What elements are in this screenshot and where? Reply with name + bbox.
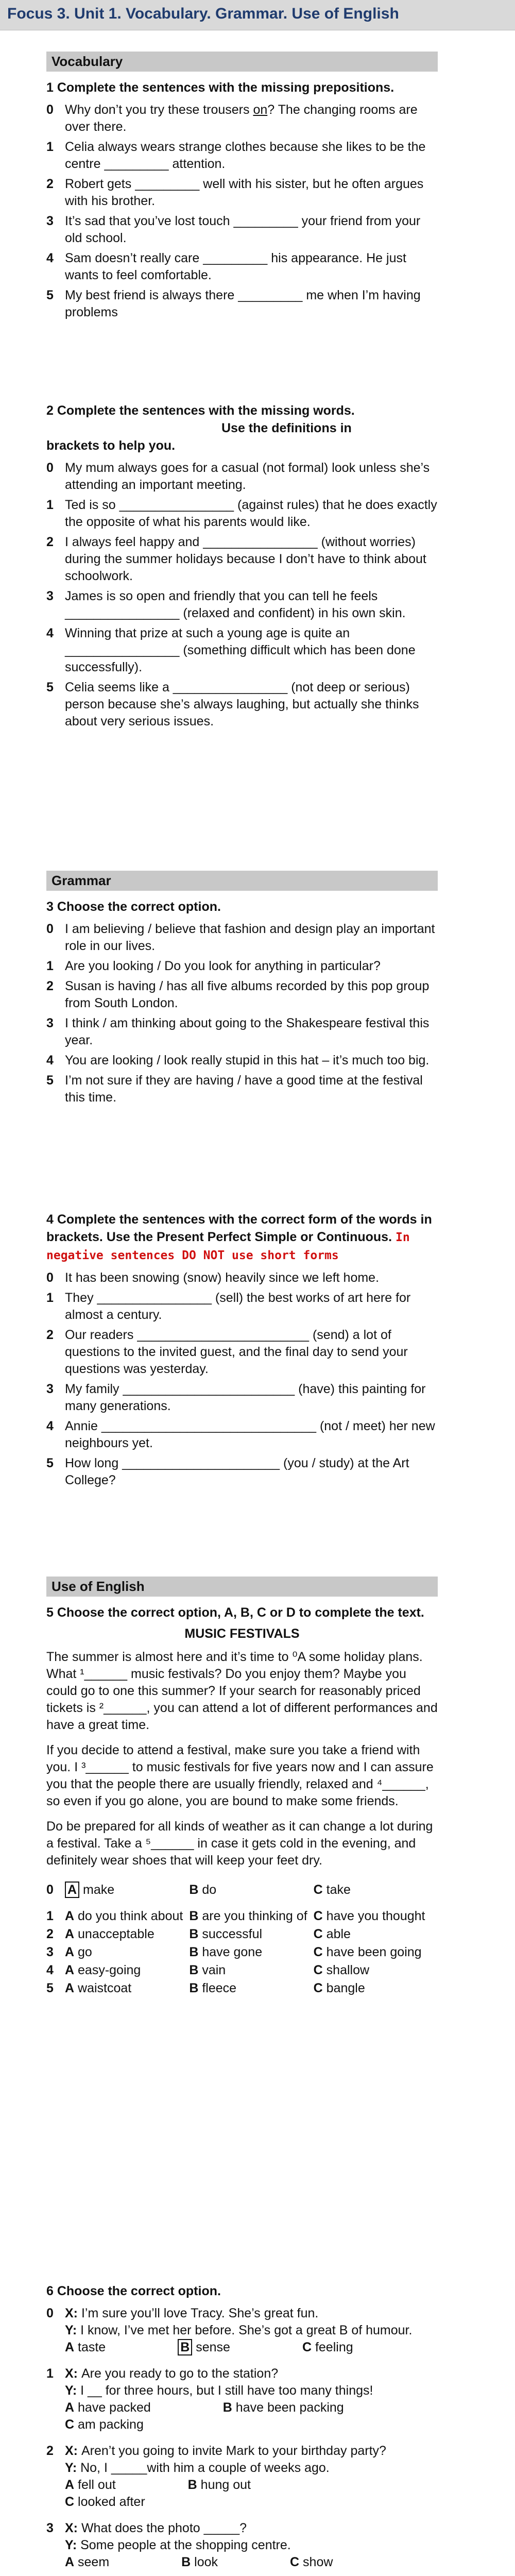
ex5-options [46, 1882, 438, 1997]
ex4-instruction [46, 1211, 438, 1264]
option-letter: C [65, 2417, 75, 2432]
option-letter: A [65, 1981, 75, 1995]
ex1-item [46, 101, 438, 135]
vocabulary-ex2 [46, 402, 438, 733]
option-text: unacceptable [74, 1927, 154, 1941]
option-b[interactable] [189, 1882, 313, 1899]
item-number: 2 [46, 177, 54, 191]
item-number: 2 [46, 535, 54, 549]
use-of-english-section [46, 1577, 438, 1998]
speaker-x-line [65, 2520, 438, 2537]
ex4-list [46, 1269, 438, 1489]
option-number: 4 [46, 1963, 54, 1977]
speaker-y-label: Y: [65, 2461, 81, 2475]
option-a[interactable] [65, 1926, 189, 1943]
ex5-option-row [46, 1944, 438, 1961]
speaker-x-text: I’m sure you’ll love Tracy. She’s great fun. [81, 2306, 319, 2320]
dialog-body [65, 2305, 438, 2356]
answer-options [65, 2339, 438, 2356]
option-text: bangle [322, 1981, 365, 1995]
ex4-item [46, 1455, 438, 1489]
option-c[interactable] [314, 1944, 438, 1961]
item-text[interactable]: Celia seems like a ________________ (not deep or serious) person because she’s always laughing, but actually she thinks about very serious issues. [65, 680, 419, 728]
option-letter: C [290, 2555, 300, 2569]
section-heading-grammar: Grammar [46, 871, 438, 891]
option-text: able [322, 1927, 351, 1941]
option-text: fell out [74, 2478, 116, 2492]
option-text: waistcoat [74, 1981, 132, 1995]
item-number: 5 [46, 1456, 54, 1470]
item-text[interactable]: Susan is having / has all five albums recorded by this pop group from South London. [65, 979, 430, 1010]
item-number: 4 [46, 1053, 54, 1067]
item-text[interactable]: My mum always goes for a casual (not formal) look unless she’s attending an important meeting. [65, 461, 430, 492]
ex2-item [46, 625, 438, 676]
option-text: have packed [74, 2400, 151, 2415]
speaker-y-label: Y: [65, 2323, 81, 2337]
item-text-after: his appearance. He just wants to feel comfortable. [65, 251, 406, 282]
item-number: 1 [46, 498, 54, 512]
ex5-paragraph: The summer is almost here and it’s time to ⁰A some holiday plans. What ¹______ music festivals? Do you enjoy them? Maybe you could go to one this summer? If your search for reasonably priced tickets is ²______, you can attend a lot of different performances and have a great time. [46, 1650, 438, 1732]
option-b[interactable] [189, 1926, 313, 1943]
option-letter: A [65, 2478, 75, 2492]
option-letter: A [65, 2340, 75, 2354]
speaker-x-text: What does the photo _____? [81, 2521, 247, 2535]
option-a[interactable] [65, 2339, 142, 2356]
ex4-warning: In negative sentences DO NOT use short forms [46, 1231, 410, 1262]
option-a[interactable] [65, 1908, 189, 1925]
item-number: 4 [46, 626, 54, 640]
item-number: 1 [46, 2366, 54, 2381]
ex2-item [46, 497, 438, 531]
item-text[interactable]: Our readers ________________________ (send) a lot of questions to the invited guest, and the final day to send your questions was yesterday. [65, 1328, 408, 1376]
ex3-item [46, 921, 438, 955]
item-number: 3 [46, 2521, 54, 2535]
option-letter: A [65, 1882, 79, 1898]
item-number: 4 [46, 1419, 54, 1433]
item-text-after: your friend from your old school. [65, 214, 421, 245]
item-number: 1 [46, 959, 54, 973]
item-number: 5 [46, 680, 54, 694]
item-number: 2 [46, 1328, 54, 1342]
ex3-item [46, 1015, 438, 1049]
item-text-before: My best friend is always there [65, 288, 238, 302]
answer-blank[interactable]: _________ [238, 288, 303, 302]
item-text-after: attention. [168, 157, 226, 171]
ex4-item [46, 1418, 438, 1452]
option-letter: B [178, 2339, 192, 2355]
section-heading-vocabulary: Vocabulary [46, 52, 438, 72]
ex6-item [46, 2443, 438, 2511]
option-b[interactable] [188, 2477, 287, 2494]
option-letter: C [313, 1909, 323, 1923]
grammar-section [46, 871, 438, 1109]
ex5-option-row [46, 1980, 438, 1997]
item-number: 3 [46, 1016, 54, 1030]
item-number: 0 [46, 1270, 54, 1285]
ex3-item [46, 958, 438, 975]
option-letter: B [189, 1981, 199, 1995]
ex6-item [46, 2365, 438, 2433]
ex2-item [46, 460, 438, 494]
speaker-y-line [65, 2382, 438, 2399]
option-number: 0 [46, 1883, 54, 1897]
item-text-before: It’s sad that you’ve lost touch [65, 214, 234, 228]
speaker-x-label: X: [65, 2444, 81, 2458]
option-text: show [299, 2555, 333, 2569]
item-text[interactable]: Annie ______________________________ (not / meet) her new neighbours yet. [65, 1419, 435, 1450]
item-text-before: Celia always wears strange clothes because she likes to be the centre [65, 140, 426, 171]
speaker-y-text: No, I _____with him a couple of weeks ago. [80, 2461, 330, 2475]
item-number: 1 [46, 1291, 54, 1305]
option-text: have been packing [232, 2400, 344, 2415]
speaker-x-text: Aren’t you going to invite Mark to your birthday party? [81, 2444, 386, 2458]
speaker-y-line [65, 2460, 438, 2477]
option-text: look [191, 2555, 218, 2569]
ex6-list [46, 2305, 438, 2576]
option-c[interactable] [314, 1926, 438, 1943]
option-letter: A [65, 2400, 75, 2415]
option-text: fleece [198, 1981, 237, 1995]
item-text[interactable]: Ted is so ________________ (against rules) that he does exactly the opposite of what his parents would like. [65, 498, 437, 529]
dialog-body [65, 2365, 438, 2433]
option-a[interactable] [65, 1980, 189, 1997]
item-text [65, 139, 438, 173]
ex5-text [46, 1649, 438, 1869]
option-letter: B [189, 1927, 199, 1941]
vocabulary-section [46, 52, 438, 324]
option-text: are you thinking of [198, 1909, 307, 1923]
option-b[interactable] [223, 2399, 380, 2416]
item-number: 0 [46, 2306, 54, 2320]
speaker-x-line [65, 2443, 438, 2460]
item-text-after: well with his sister, but he often argues with his brother. [65, 177, 424, 208]
ex1-item [46, 287, 438, 321]
item-number: 5 [46, 1073, 54, 1088]
option-a[interactable] [65, 1882, 189, 1899]
speaker-x-line [65, 2365, 438, 2382]
ex5-option-row [46, 1882, 438, 1899]
item-text-after: me when I’m having problems [65, 288, 421, 319]
item-number: 4 [46, 251, 54, 265]
option-letter: A [65, 1927, 75, 1941]
item-text[interactable]: James is so open and friendly that you can tell he feels ________________ (relaxed and confident) in his own skin. [65, 589, 406, 620]
option-b[interactable] [178, 2339, 266, 2356]
option-number: 3 [46, 1945, 54, 1959]
ex6-instruction: 6 Choose the correct option. [46, 2284, 221, 2298]
option-letter: B [189, 1909, 199, 1923]
answer-blank[interactable]: _________ [135, 177, 200, 191]
answer-options [65, 2399, 438, 2433]
item-text [65, 250, 438, 284]
option-text: shallow [322, 1963, 370, 1977]
item-text [65, 176, 438, 210]
option-letter: C [313, 1883, 323, 1897]
item-number: 5 [46, 288, 54, 302]
option-text: make [79, 1883, 115, 1897]
option-b[interactable] [189, 1980, 313, 1997]
ex3-item [46, 1072, 438, 1106]
ex2-list [46, 460, 438, 730]
ex4-item [46, 1381, 438, 1415]
item-text[interactable]: I’m not sure if they are having / have a good time at the festival this time. [65, 1073, 423, 1105]
option-letter: B [222, 2400, 232, 2415]
ex3-item [46, 978, 438, 1012]
item-text-before: Robert gets [65, 177, 135, 191]
option-letter: B [189, 1945, 199, 1959]
answer-blank[interactable]: _________ [104, 157, 169, 171]
ex2-item [46, 588, 438, 622]
option-a[interactable] [65, 2554, 145, 2571]
option-letter: C [313, 1945, 323, 1959]
item-text[interactable]: Are you looking / Do you look for anything in particular? [65, 959, 381, 973]
dialog-body [65, 2520, 438, 2571]
speaker-x-label: X: [65, 2306, 81, 2320]
worksheet-title: Focus 3. Unit 1. Vocabulary. Grammar. Use of English [7, 5, 399, 22]
option-letter: B [189, 1963, 199, 1977]
speaker-x-label: X: [65, 2521, 81, 2535]
item-text[interactable]: I am believing / believe that fashion and design play an important role in our lives. [65, 922, 435, 953]
option-text: have gone [198, 1945, 263, 1959]
item-text[interactable]: They ________________ (sell) the best works of art here for almost a century. [65, 1291, 411, 1322]
option-text: go [74, 1945, 92, 1959]
option-letter: B [181, 2555, 191, 2569]
item-text[interactable]: I always feel happy and ________________ (without worries) during the summer holidays because I don’t have to think about schoolwork. [65, 535, 426, 583]
speaker-y-line [65, 2322, 438, 2339]
option-text: looked after [74, 2495, 145, 2509]
ex2-instruction [46, 402, 438, 454]
option-number: 1 [46, 1909, 54, 1923]
section-heading-use-of-english: Use of English [46, 1577, 438, 1597]
speaker-y-label: Y: [65, 2538, 81, 2552]
ex1-item [46, 213, 438, 247]
item-text[interactable]: How long ______________________ (you / study) at the Art College? [65, 1456, 409, 1487]
item-text[interactable]: I think / am thinking about going to the Shakespeare festival this year. [65, 1016, 430, 1047]
option-c[interactable] [314, 1908, 438, 1925]
option-text: have been going [322, 1945, 422, 1959]
ex4-item [46, 1290, 438, 1324]
dialog-body [65, 2443, 438, 2511]
option-a[interactable] [65, 1944, 189, 1961]
item-number: 0 [46, 103, 54, 117]
option-letter: A [65, 1945, 75, 1959]
item-number: 2 [46, 2444, 54, 2458]
option-c[interactable] [290, 2554, 369, 2571]
option-text: feeling [312, 2340, 353, 2354]
ex5-text-title: MUSIC FESTIVALS [184, 1626, 300, 1641]
ex2-item [46, 534, 438, 585]
option-text: do [198, 1883, 217, 1897]
option-a[interactable] [65, 2477, 152, 2494]
item-text [65, 213, 438, 247]
ex1-item [46, 139, 438, 173]
item-number: 0 [46, 461, 54, 475]
speaker-y-line [65, 2537, 438, 2554]
ex3-item [46, 1052, 438, 1069]
ex5-paragraph: If you decide to attend a festival, make sure you take a friend with you. I ³______ to music festivals for five years now and I can assure you that the people there are usually friendly, relaxed and ⁴______, so even if you go alone, you are bound to make some friends. [46, 1743, 434, 1808]
option-letter: B [187, 2478, 197, 2492]
option-c[interactable] [302, 2339, 389, 2356]
ex6-item [46, 2520, 438, 2571]
option-b[interactable] [189, 1944, 313, 1961]
item-number: 2 [46, 979, 54, 993]
option-text: successful [198, 1927, 263, 1941]
use-of-english-ex6 [46, 2282, 438, 2576]
option-text: seem [74, 2555, 110, 2569]
option-text: am packing [74, 2417, 144, 2432]
ex4-item [46, 1327, 438, 1378]
ex6-item [46, 2305, 438, 2356]
answer-options [65, 2554, 438, 2571]
item-text-before: Why don’t you try these trousers [65, 103, 253, 117]
ex2-item [46, 679, 438, 730]
ex1-list [46, 101, 438, 321]
answer-blank[interactable]: _________ [203, 251, 268, 265]
speaker-y-text: I know, I’ve met her before. She’s got a great B of humour. [80, 2323, 413, 2337]
option-c[interactable] [314, 1962, 438, 1979]
item-number: 3 [46, 214, 54, 228]
ex2-instruction-line3: brackets to help you. [46, 438, 176, 453]
grammar-ex4 [46, 1211, 438, 1492]
option-c[interactable] [314, 1980, 438, 1997]
option-c[interactable] [65, 2494, 181, 2511]
option-letter: C [302, 2340, 312, 2354]
answer-options [65, 2477, 438, 2511]
ex1-item [46, 176, 438, 210]
option-b[interactable] [189, 1962, 313, 1979]
option-letter: C [313, 1927, 323, 1941]
item-text [65, 287, 438, 321]
option-number: 2 [46, 1927, 54, 1941]
speaker-y-text: Some people at the shopping centre. [80, 2538, 291, 2552]
option-c[interactable] [65, 2416, 180, 2433]
answer-blank[interactable]: _________ [233, 214, 298, 228]
ex5-option-row [46, 1908, 438, 1925]
option-text: have you thought [322, 1909, 425, 1923]
ex1-item [46, 250, 438, 284]
option-text: hung out [197, 2478, 251, 2492]
ex5-paragraph: Do be prepared for all kinds of weather as it can change a lot during a festival. Take a ⁵______ in case it gets cold in the evening, and definitely wear shoes that will keep your feet dry. [46, 1819, 433, 1868]
option-letter: A [65, 1909, 75, 1923]
ex1-instruction: 1 Complete the sentences with the missing prepositions. [46, 80, 394, 95]
item-number: 3 [46, 1382, 54, 1396]
option-letter: C [65, 2495, 75, 2509]
answer-blank: on [253, 103, 268, 117]
option-b[interactable] [189, 1908, 313, 1925]
ex2-instruction-line1: 2 Complete the sentences with the missing words. [46, 403, 355, 418]
option-a[interactable] [65, 1962, 189, 1979]
option-b[interactable] [181, 2554, 254, 2571]
option-letter: C [313, 1963, 323, 1977]
speaker-x-line [65, 2305, 438, 2322]
option-number: 5 [46, 1981, 54, 1995]
item-number: 1 [46, 140, 54, 154]
option-letter: B [189, 1883, 199, 1897]
option-text: taste [74, 2340, 106, 2354]
item-text[interactable]: My family ________________________ (have) this painting for many generations. [65, 1382, 426, 1413]
speaker-y-text: I __ for three hours, but I still have too many things! [80, 2383, 373, 2398]
ex3-instruction: 3 Choose the correct option. [46, 900, 221, 914]
item-text[interactable]: Winning that prize at such a young age is quite an ________________ (something difficult which has been done successfully). [65, 626, 416, 674]
speaker-y-label: Y: [65, 2383, 81, 2398]
ex5-option-row [46, 1962, 438, 1979]
item-number: 0 [46, 922, 54, 936]
item-number: 3 [46, 589, 54, 603]
option-c[interactable] [314, 1882, 438, 1899]
ex5-instruction: 5 Choose the correct option, A, B, C or D to complete the text. [46, 1605, 424, 1620]
ex5-option-row [46, 1926, 438, 1943]
ex2-instruction-line2: Use the definitions in [221, 421, 352, 435]
ex4-item [46, 1269, 438, 1286]
option-text: easy-going [74, 1963, 141, 1977]
ex4-instruction-text: 4 Complete the sentences with the correct form of the words in brackets. Use the Present Perfect Simple or Continuous. [46, 1212, 432, 1244]
option-letter: A [65, 1963, 75, 1977]
item-text-before: Sam doesn’t really care [65, 251, 203, 265]
item-text[interactable]: It has been snowing (snow) heavily since we left home. [65, 1270, 380, 1285]
option-a[interactable] [65, 2399, 187, 2416]
option-text: do you think about [74, 1909, 183, 1923]
title-bar [0, 0, 515, 30]
speaker-x-text: Are you ready to go to the station? [81, 2366, 279, 2381]
option-text: sense [192, 2340, 230, 2354]
option-text: take [322, 1883, 351, 1897]
speaker-x-label: X: [65, 2366, 81, 2381]
option-text: vain [198, 1963, 226, 1977]
ex3-list [46, 921, 438, 1106]
item-text [65, 101, 438, 135]
option-letter: A [65, 2555, 75, 2569]
item-text[interactable]: You are looking / look really stupid in this hat – it’s much too big. [65, 1053, 430, 1067]
option-letter: C [313, 1981, 323, 1995]
item-text-after: ? The changing rooms are over there. [65, 103, 418, 134]
